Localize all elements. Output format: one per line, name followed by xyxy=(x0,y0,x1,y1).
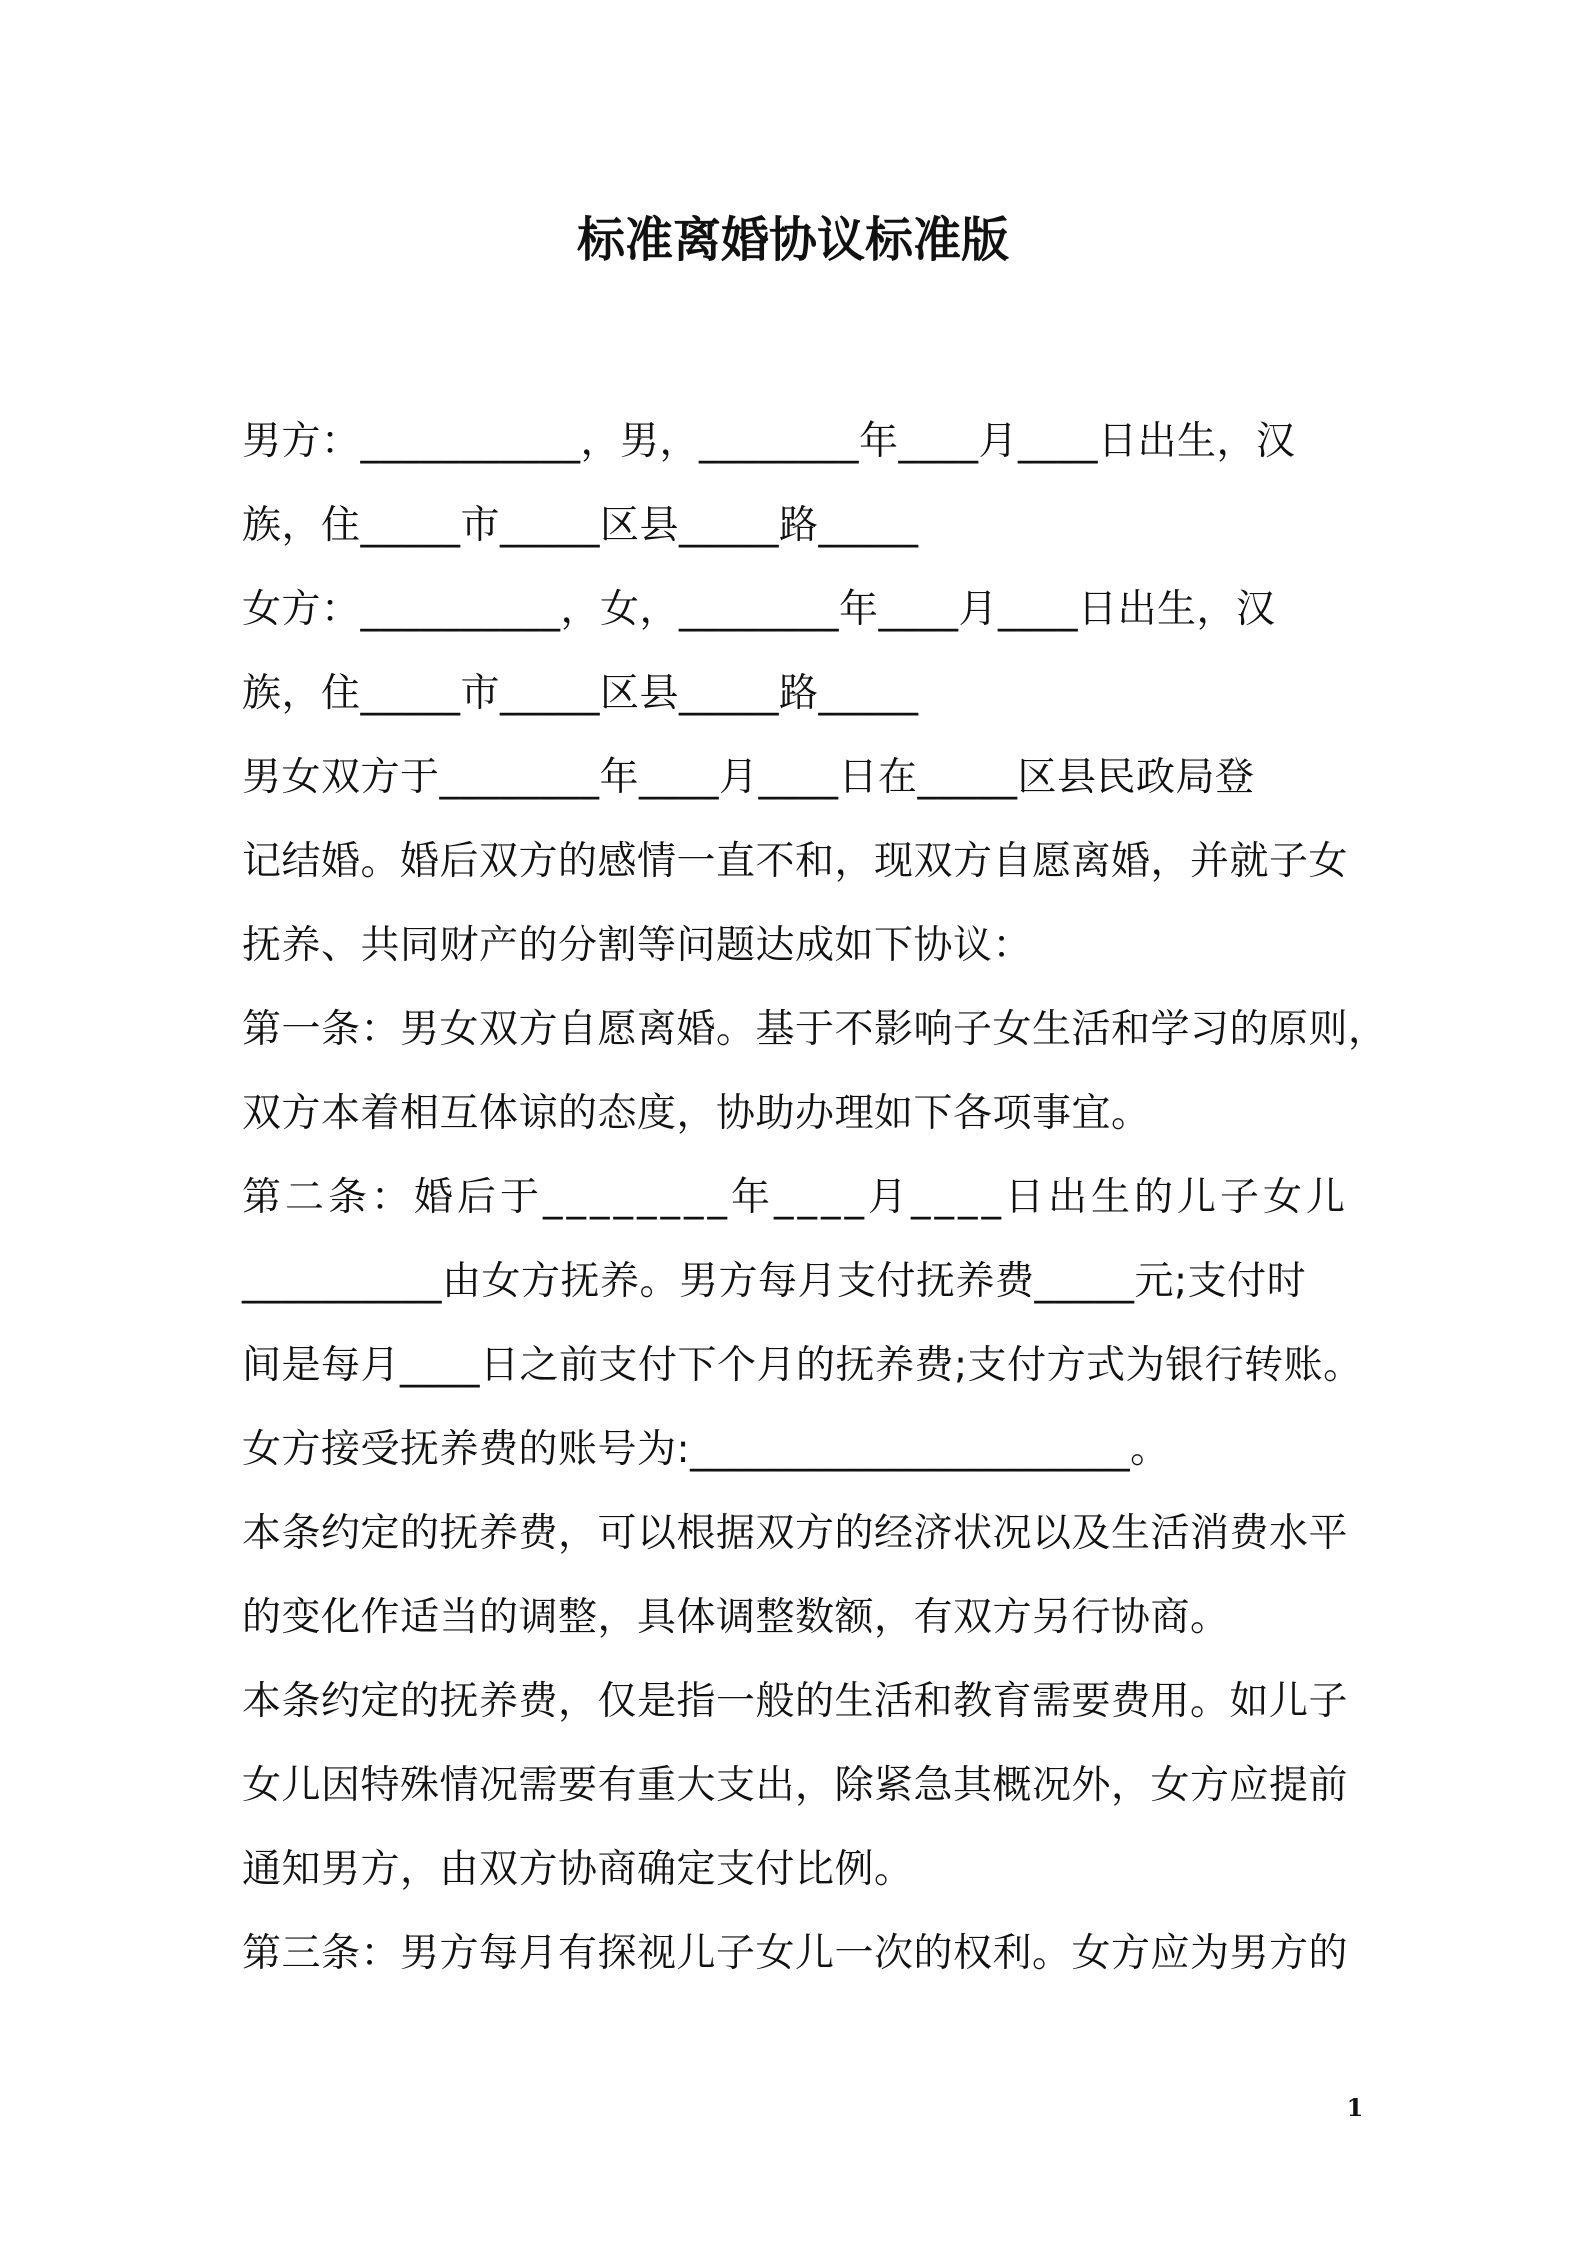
body-line-16: 本条约定的抚养费，仅是指一般的生活和教育需要费用。如儿子 xyxy=(242,1679,1349,1724)
body-line-9: 双方本着相互体谅的态度，协助办理如下各项事宜。 xyxy=(242,1091,1151,1136)
body-line-11: __________由女方抚养。男方每月支付抚养费_____元;支付时 xyxy=(242,1259,1307,1304)
body-line-14: 本条约定的抚养费，可以根据双方的经济状况以及生活消费水平 xyxy=(242,1511,1349,1556)
body-line-5: 男女双方于________年____月____日在_____区县民政局登 xyxy=(242,755,1255,800)
body-line-17: 女儿因特殊情况需要有重大支出，除紧急其概况外，女方应提前 xyxy=(242,1763,1349,1808)
body-line-13: 女方接受抚养费的账号为:______________________。 xyxy=(242,1427,1170,1472)
page-number: 1 xyxy=(1346,2093,1364,2122)
body-line-12: 间是每月____日之前支付下个月的抚养费;支付方式为银行转账。 xyxy=(242,1343,1363,1388)
body-line-7: 抚养、共同财产的分割等问题达成如下协议： xyxy=(242,923,1033,968)
body-line-8: 第一条：男女双方自愿离婚。基于不影响子女生活和学习的原则， xyxy=(242,1007,1388,1052)
body-line-15: 的变化作适当的调整，具体调整数额，有双方另行协商。 xyxy=(242,1595,1230,1640)
body-line-10: 第二条：婚后于________年____月____日出生的儿子女儿 xyxy=(242,1175,1350,1220)
document-body xyxy=(242,400,1388,1996)
body-line-1: 男方：___________，男，________年____月____日出生，汉 xyxy=(242,419,1296,464)
document-title: 标准离婚协议标准版 xyxy=(576,212,1009,268)
body-line-18: 通知男方，由双方协商确定支付比例。 xyxy=(242,1847,914,1892)
body-line-6: 记结婚。婚后双方的感情一直不和，现双方自愿离婚，并就子女 xyxy=(242,839,1349,884)
body-line-19: 第三条：男方每月有探视儿子女儿一次的权利。女方应为男方的 xyxy=(242,1931,1349,1976)
body-line-2: 族，住_____市_____区县_____路_____ xyxy=(242,503,919,548)
body-line-3: 女方：__________，女，________年____月____日出生，汉 xyxy=(242,587,1276,632)
body-line-4: 族，住_____市_____区县_____路_____ xyxy=(242,671,919,716)
